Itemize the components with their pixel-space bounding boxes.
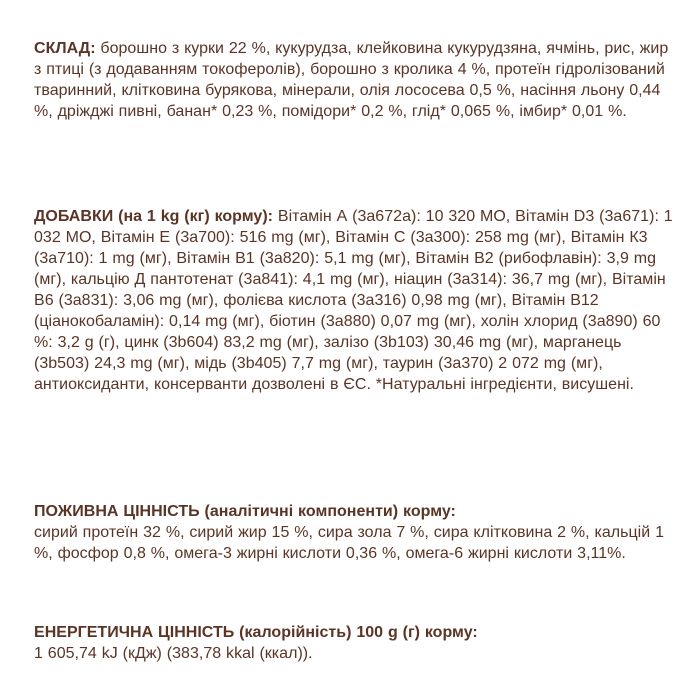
additives-heading: ДОБАВКИ (на 1 kg (кг) корму): <box>34 208 274 225</box>
nutrition-section <box>34 501 676 564</box>
energy-text: 1 605,74 kJ (кДж) (383,78 kkal (ккал)). <box>34 645 313 662</box>
composition-text: борошно з курки 22 %, кукурудза, клейковина кукурудзяна, ячмінь, рис, жир з птиці (з додаванням токоферолів), борошно з кролика 4 %, протеїн гідролізований тваринний, клітковина бурякова, мінерали, олія лососева 0,5 %, насіння льону 0,44 %, дріжджі пивні, банан* 0,23 %, помідори* 0,2 %, глід* 0,065 %, імбир* 0,01 %. <box>34 40 669 120</box>
additives-section <box>34 206 676 395</box>
nutrition-text: сирий протеїн 32 %, сирий жир 15 %, сира зола 7 %, сира клітковина 2 %, кальцій 1 %, фосфор 0,8 %, омега-3 жирні кислоти 0,36 %, омега-6 жирні кислоти 3,11%. <box>34 524 664 562</box>
composition-section <box>34 38 676 122</box>
nutrition-heading: ПОЖИВНА ЦІННІСТЬ (аналітичні компоненти) корму: <box>34 503 456 520</box>
energy-heading: ЕНЕРГЕТИЧНА ЦІННІСТЬ (калорійність) 100 g (г) корму: <box>34 624 478 641</box>
energy-section <box>34 622 676 664</box>
additives-text: Вітамін А (3a672a): 10 320 МО, Вітамін D3 (3a671): 1 032 МО, Вітамін Е (3a700): 516 mg (мг), Вітамін С (3a300): 258 mg (мг), Вітамін К3 (3a710): 1 mg (мг), Вітамін В1 (3a820): 5,1 mg (мг), Вітамін В2 (рибофлавін): 3,9 mg (мг), кальцію Д пантотенат (3a841): 4,1 mg (мг), ніацин (3a314): 36,7 mg (мг), Вітамін В6 (3a831): 3,06 mg (мг), фолієва кислота (3a316) 0,98 mg (мг), Вітамін В12 (ціанокобаламін): 0,14 mg (мг), біотин (3a880) 0,07 mg (мг), холін хлорид (3a890) 60 %: 3,2 g (г), цинк (3b604) 83,2 mg (мг), залізо (3b103) 30,46 mg (мг), марганець (3b503) 24,3 mg (мг), мідь (3b405) 7,7 mg (мг), таурин (3a370) 2 072 mg (мг), антиоксиданти, консерванти дозволені в ЄС. *Натуральні інгредієнти, висушені. <box>34 208 673 393</box>
composition-heading: СКЛАД: <box>34 40 96 57</box>
